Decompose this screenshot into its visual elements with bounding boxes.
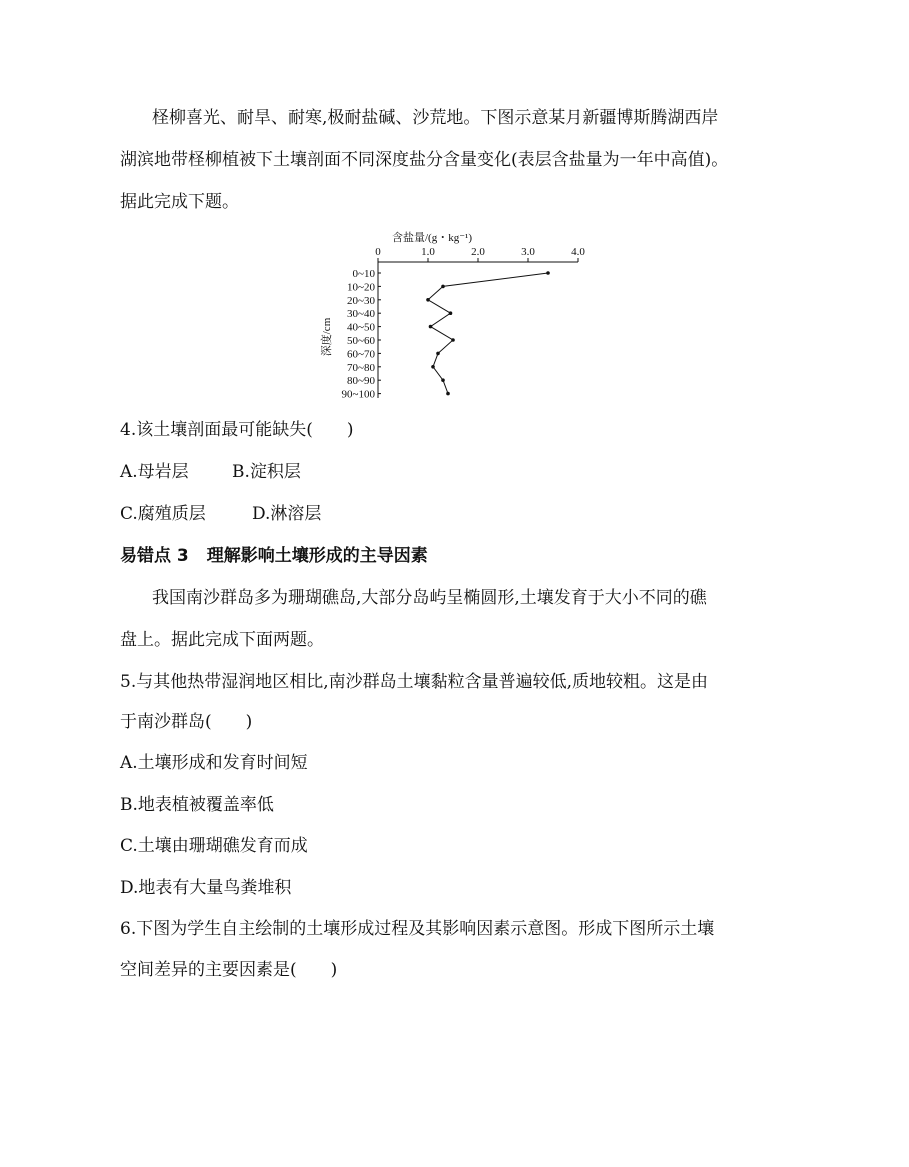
x-axis-label: 含盐量/(g・kg⁻¹) bbox=[392, 232, 472, 244]
q5-stem-line-2: 于南沙群岛( ) bbox=[120, 712, 253, 732]
data-point bbox=[426, 298, 430, 302]
q5-option-a[interactable]: A.土壤形成和发育时间短 bbox=[120, 753, 308, 773]
passage2-line-1: 我国南沙群岛多为珊瑚礁岛,大部分岛屿呈椭圆形,土壤发育于大小不同的礁 bbox=[152, 588, 707, 608]
section-heading bbox=[120, 544, 428, 568]
y-tick-label: 20~30 bbox=[347, 294, 375, 307]
y-tick-label: 80~90 bbox=[347, 375, 375, 388]
q4-option-a[interactable]: A.母岩层 bbox=[120, 462, 189, 482]
y-tick-label: 30~40 bbox=[347, 308, 375, 321]
passage2-line-2: 盘上。据此完成下面两题。 bbox=[120, 630, 324, 650]
section-title: 理解影响土壤形成的主导因素 bbox=[206, 546, 428, 566]
x-tick-label: 1.0 bbox=[421, 246, 435, 258]
intro-line-1: 柽柳喜光、耐旱、耐寒,极耐盐碱、沙荒地。下图示意某月新疆博斯腾湖西岸 bbox=[152, 108, 719, 128]
x-tick-label: 0 bbox=[375, 246, 381, 258]
q5-option-b[interactable]: B.地表植被覆盖率低 bbox=[120, 795, 274, 815]
q4-option-d[interactable]: D.淋溶层 bbox=[252, 504, 322, 524]
q4-stem: 4.该土壤剖面最可能缺失( ) bbox=[120, 420, 354, 440]
data-point bbox=[449, 311, 453, 315]
data-point bbox=[436, 352, 440, 356]
x-tick-label: 4.0 bbox=[571, 246, 585, 258]
salt-content-chart bbox=[0, 0, 909, 410]
y-tick-label: 10~20 bbox=[347, 281, 375, 294]
x-tick-label: 2.0 bbox=[471, 246, 485, 258]
q5-stem-line-1: 5.与其他热带湿润地区相比,南沙群岛土壤黏粒含量普遍较低,质地较粗。这是由 bbox=[120, 672, 709, 692]
q6-stem-line-1: 6.下图为学生自主绘制的土壤形成过程及其影响因素示意图。形成下图所示土壤 bbox=[120, 919, 715, 939]
y-tick-label: 50~60 bbox=[347, 335, 375, 347]
q6-stem-line-2: 空间差异的主要因素是( ) bbox=[120, 960, 338, 980]
y-tick-label: 70~80 bbox=[347, 361, 375, 374]
data-point bbox=[431, 365, 435, 369]
data-point bbox=[429, 325, 433, 329]
intro-line-3: 据此完成下题。 bbox=[120, 192, 239, 212]
y-tick-label: 90~100 bbox=[341, 388, 375, 401]
data-point bbox=[546, 271, 550, 275]
q5-option-c[interactable]: C.土壤由珊瑚礁发育而成 bbox=[120, 836, 308, 856]
x-tick-label: 3.0 bbox=[521, 246, 535, 258]
data-point bbox=[441, 285, 445, 289]
q4-option-c[interactable]: C.腐殖质层 bbox=[120, 504, 206, 524]
data-point bbox=[446, 392, 450, 396]
intro-line-2: 湖滨地带柽柳植被下土壤剖面不同深度盐分含量变化(表层含盐量为一年中高值)。 bbox=[120, 150, 729, 170]
data-point bbox=[441, 378, 445, 382]
q5-option-d[interactable]: D.地表有大量鸟粪堆积 bbox=[120, 878, 292, 898]
q4-option-b[interactable]: B.淀积层 bbox=[232, 462, 301, 482]
y-tick-label: 40~50 bbox=[347, 321, 375, 334]
data-point bbox=[451, 338, 455, 342]
y-axis-label: 深度/cm bbox=[321, 317, 333, 357]
salt-content-line bbox=[428, 273, 548, 394]
y-tick-label: 60~70 bbox=[347, 348, 375, 361]
section-number: 易错点 3 bbox=[120, 546, 189, 566]
y-tick-label: 0~10 bbox=[352, 268, 375, 280]
